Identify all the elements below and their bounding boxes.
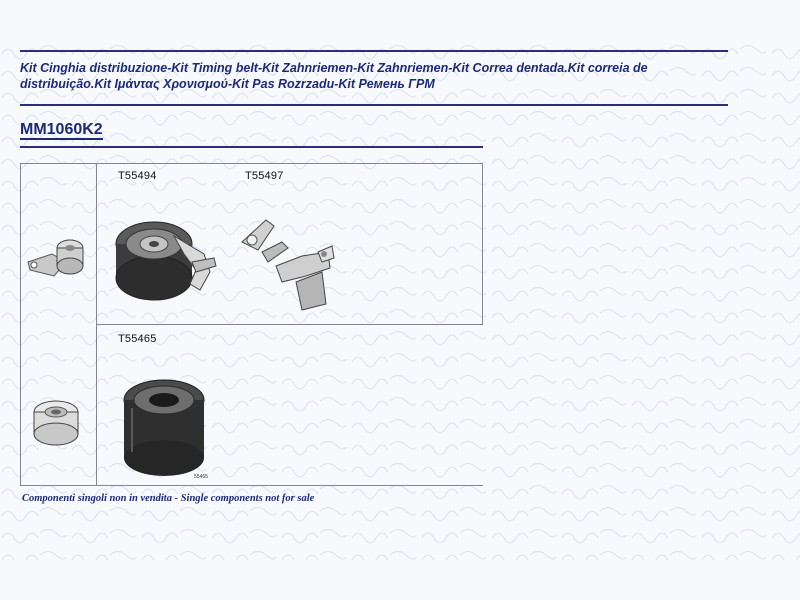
table-bottom-border — [20, 485, 483, 486]
top-rule — [20, 50, 728, 52]
kit-preview-tensioner-thumb — [26, 232, 88, 293]
kit-code: MM1060K2 — [20, 121, 103, 138]
idler-pulley-icon — [118, 378, 214, 483]
table-top-border — [20, 163, 483, 164]
title-rule — [20, 104, 728, 106]
belt-tensioner-damper-icon — [236, 212, 336, 317]
footer-note: Componenti singoli non in vendita - Single components not for sale — [22, 493, 315, 504]
tensioner-pulley-icon — [112, 214, 218, 311]
table-row-divider — [96, 324, 483, 325]
table-left-border — [20, 163, 21, 485]
idler-pulley-small-label: 55465 — [194, 474, 208, 480]
part-code-t55494: T55494 — [118, 170, 157, 182]
kit-preview-pulley-thumb — [28, 398, 86, 455]
kit-title: Kit Cinghia distribuzione-Kit Timing belt-Kit Zahnriemen-Kit Zahnriemen-Kit Correa dentada.Kit correia de distribuição.Kit Ιμάντας Χρονισμού-Kit Pas Rozrzadu-Kit Ремень ГРМ — [20, 61, 648, 91]
table-right-border — [482, 163, 483, 324]
code-rule — [20, 146, 483, 148]
part-code-t55465: T55465 — [118, 333, 157, 345]
part-code-t55497: T55497 — [245, 170, 284, 182]
